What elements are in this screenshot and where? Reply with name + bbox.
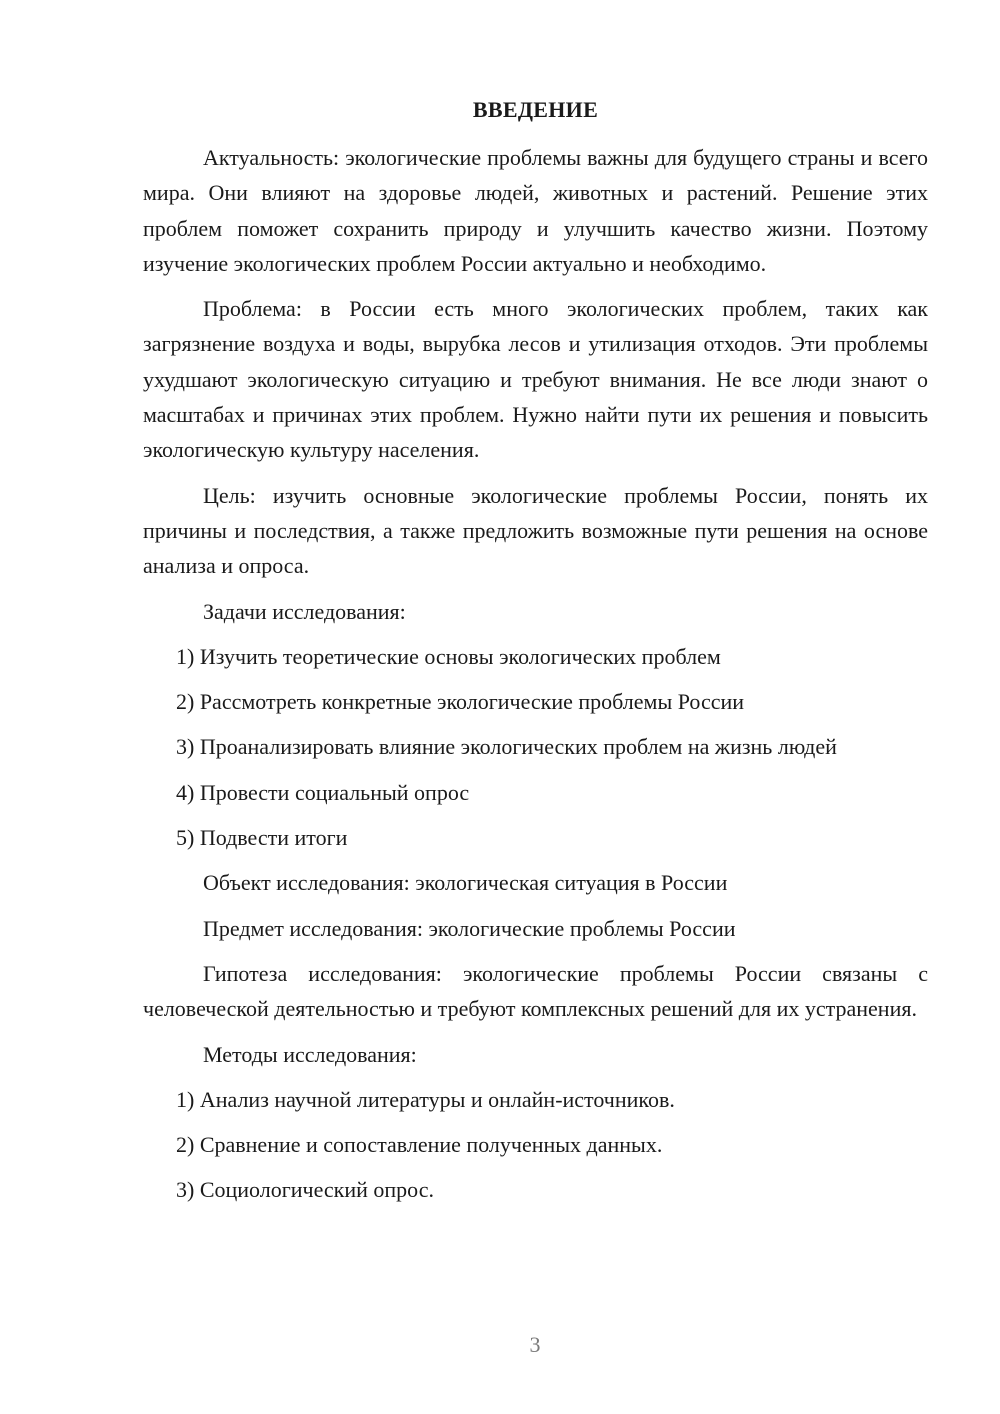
relevance-paragraph: Актуальность: экологические проблемы важны для будущего страны и всего мира. Они влияют на здоровье людей, животных и растений. Решение этих проблем поможет сохранить природу и улучшить качество жизни. Поэтому изучение экологических проблем России актуально и необходимо.: [143, 145, 928, 276]
list-item: 2) Рассмотреть конкретные экологические проблемы России: [176, 689, 745, 715]
list-item: 3) Социологический опрос.: [176, 1177, 434, 1203]
section-heading: ВВЕДЕНИЕ: [472, 97, 599, 122]
hypothesis-paragraph: Гипотеза исследования: экологические проблемы России связаны с человеческой деятельностью и требуют комплексных решений для их устранения.: [143, 960, 928, 1022]
document-page: [143, 92, 928, 1218]
list-item: 1) Изучить теоретические основы экологических проблем: [176, 643, 721, 669]
list-item: 5) Подвести итоги: [176, 825, 348, 851]
page-number: 3: [529, 1332, 541, 1357]
goal-paragraph: Цель: изучить основные экологические проблемы России, понять их причины и последствия, а также предложить возможные пути решения на основе анализа и опроса.: [143, 482, 928, 579]
tasks-title: Задачи исследования:: [203, 598, 406, 624]
list-item: 1) Анализ научной литературы и онлайн-источников.: [176, 1086, 675, 1112]
object-line: Объект исследования: экологическая ситуация в России: [203, 870, 728, 896]
list-item: 2) Сравнение и сопоставление полученных данных.: [176, 1132, 663, 1158]
methods-title: Методы исследования:: [203, 1041, 417, 1067]
problem-paragraph: Проблема: в России есть много экологических проблем, таких как загрязнение воздуха и воды, вырубка лесов и утилизация отходов. Эти проблемы ухудшают экологическую ситуацию и требуют внимания. Не все люди знают о масштабах и причинах этих проблем. Нужно найти пути их решения и повысить экологическую культуру населения.: [143, 296, 928, 463]
list-item: 4) Провести социальный опрос: [176, 779, 470, 805]
list-item: 3) Проанализировать влияние экологических проблем на жизнь людей: [176, 734, 837, 760]
subject-line: Предмет исследования: экологические проблемы России: [203, 915, 736, 941]
